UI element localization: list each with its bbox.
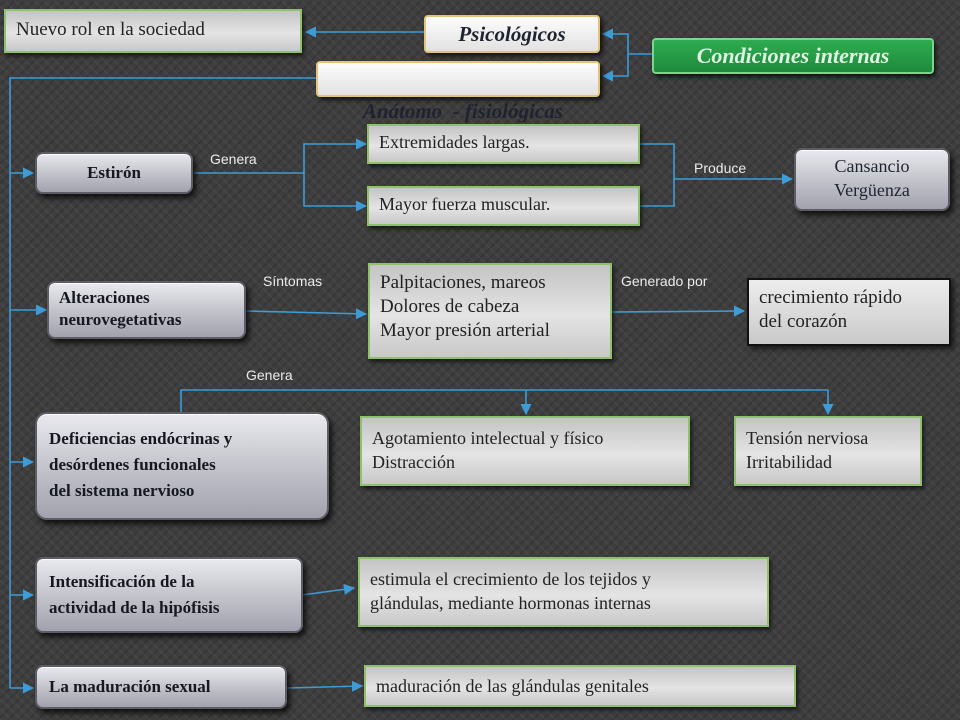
- cansancio-text: Cansancio: [834, 156, 910, 176]
- alteraciones-box: [47, 281, 246, 339]
- causa-line-2: del corazón: [759, 311, 848, 332]
- deficiencias-line-1: Deficiencias endócrinas y: [49, 429, 233, 448]
- causa-box: [747, 278, 951, 346]
- deficiencias-box: [35, 412, 329, 520]
- causa-line-1: crecimiento rápido: [759, 287, 902, 308]
- verguenza-text: Vergüenza: [834, 180, 910, 200]
- arrow-to-causa: [612, 311, 744, 312]
- estiron-box: [35, 152, 193, 194]
- arrow-to-glandulas: [287, 686, 362, 688]
- extremidades-text: Extremidades largas.: [379, 132, 530, 152]
- arrow-to-sintomas: [246, 311, 366, 314]
- tension-line-1: Tensión nerviosa: [746, 428, 869, 448]
- hipofisis-line-1: Intensificación de la: [49, 572, 195, 591]
- maduracion-text: La maduración sexual: [49, 677, 211, 696]
- agotamiento-line-2: Distracción: [372, 452, 455, 472]
- psicologicos-box: [424, 15, 600, 53]
- deficiencias-genera-line: [181, 390, 828, 412]
- condiciones-internas-box: [652, 38, 934, 74]
- sintoma-2: Dolores de cabeza: [380, 296, 520, 317]
- condiciones-internas-text: Condiciones internas: [696, 43, 890, 68]
- sintoma-3: Mayor presión arterial: [380, 320, 550, 341]
- maduracion-box: [35, 665, 287, 709]
- nuevo-rol-box: [4, 9, 302, 53]
- sintoma-1: Palpitaciones, mareos: [380, 272, 546, 293]
- arrow-to-estimula: [302, 588, 354, 595]
- tension-line-2: Irritabilidad: [746, 452, 832, 472]
- glandulas-text: maduración de las glándulas genitales: [376, 676, 649, 696]
- psicologicos-text: Psicológicos: [458, 22, 566, 46]
- estimula-line-1: estimula el crecimiento de los tejidos y: [370, 569, 651, 589]
- produce-label: Produce: [694, 160, 747, 176]
- alteraciones-line-1: Alteraciones: [59, 288, 150, 307]
- arrow-to-psicologicos: [603, 34, 652, 54]
- fuerza-box: [367, 186, 640, 226]
- hipofisis-line-2: actividad de la hipófisis: [49, 598, 220, 617]
- genera-label-deficiencias: Genera: [246, 367, 293, 383]
- arrow-to-fuerza: [304, 173, 366, 206]
- tension-box: [734, 416, 922, 486]
- estimula-box: [358, 557, 769, 627]
- arrow-to-anatomo: [603, 54, 628, 76]
- estimula-line-2: glándulas, mediante hormonas internas: [370, 593, 651, 613]
- nuevo-rol-text: Nuevo rol en la sociedad: [16, 19, 205, 40]
- glandulas-box: [364, 665, 796, 707]
- fuerza-text: Mayor fuerza muscular.: [379, 194, 551, 214]
- agotamiento-line-1: Agotamiento intelectual y físico: [372, 428, 604, 448]
- alteraciones-line-2: neurovegetativas: [59, 310, 182, 329]
- deficiencias-line-3: del sistema nervioso: [49, 481, 195, 500]
- sintomas-label: Síntomas: [263, 273, 323, 289]
- arrow-fuerza-join: [640, 179, 674, 206]
- anatomo-box: [316, 61, 600, 123]
- hipofisis-box: [35, 557, 303, 633]
- estiron-text: Estirón: [87, 163, 141, 182]
- generado-por-label: Generado por: [621, 273, 708, 289]
- deficiencias-line-2: desórdenes funcionales: [49, 455, 216, 474]
- extremidades-box: [367, 124, 640, 164]
- anatomo-text: Anátomo - fisiológicas: [362, 99, 563, 123]
- agotamiento-box: [360, 416, 690, 486]
- cansancio-box: [794, 148, 950, 211]
- genera-label-estiron: Genera: [210, 151, 257, 167]
- sintomas-box: [368, 263, 612, 359]
